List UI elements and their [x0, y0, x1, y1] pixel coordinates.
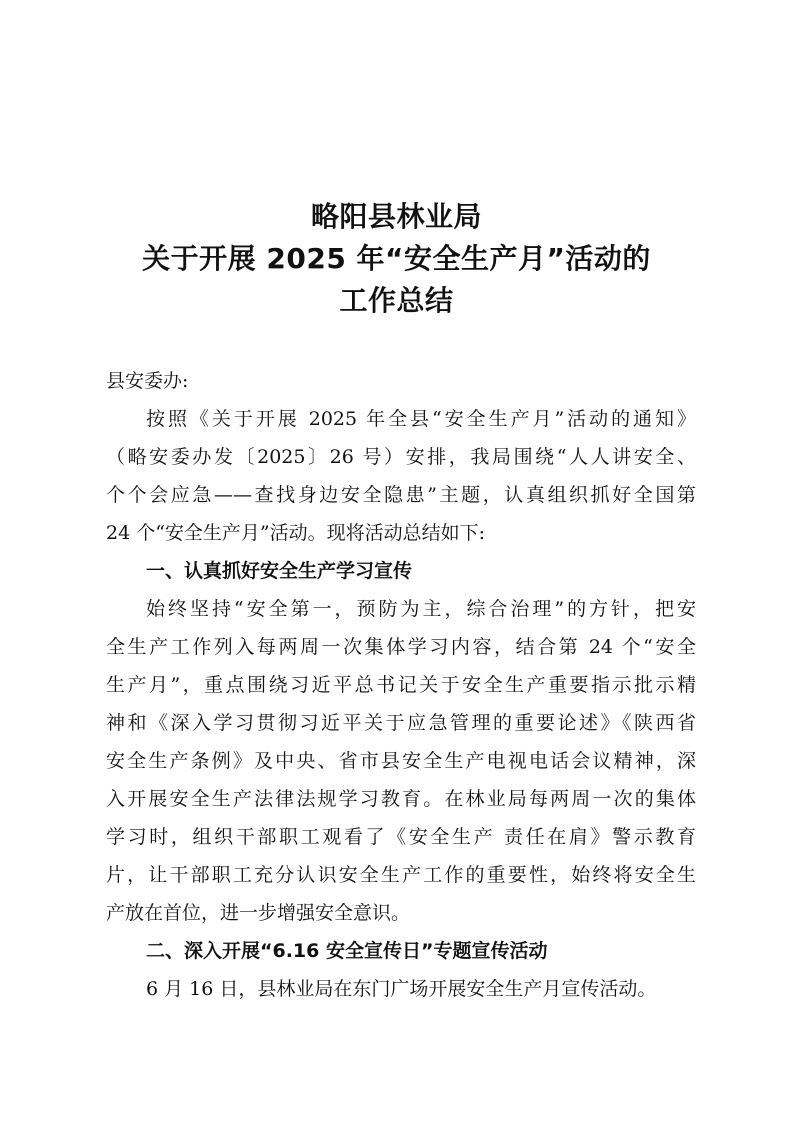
section-1-paragraph-line: 安全生产条例》及中央、省市县安全生产电视电话会议精神，深: [106, 750, 696, 772]
salutation: 县安委办:: [106, 370, 189, 392]
intro-paragraph-line: （略安委办发〔2025〕26 号）安排，我局围绕“人人讲安全、: [106, 446, 696, 468]
section-1-paragraph-line: 片，让干部职工充分认识安全生产工作的重要性，始终将安全生: [106, 864, 696, 886]
section-1-paragraph-line: 神和《深入学习贯彻习近平关于应急管理的重要论述》《陕西省: [106, 712, 696, 734]
title-line-subject: 关于开展 2025 年“安全生产月”活动的: [142, 242, 651, 275]
section-1-paragraph-line: 全生产工作列入每两周一次集体学习内容，结合第 24 个“安全: [106, 636, 696, 658]
section-1-paragraph-line: 生产月”，重点围绕习近平总书记关于安全生产重要指示批示精: [106, 674, 696, 696]
section-2-paragraph-line: 6 月 16 日，县林业局在东门广场开展安全生产月宣传活动。: [146, 978, 657, 1000]
title-line-type: 工作总结: [339, 284, 454, 317]
section-heading-2: 二、深入开展“6.16 安全宣传日”专题宣传活动: [146, 940, 548, 962]
intro-paragraph-line: 24 个“安全生产月”活动。现将活动总结如下:: [106, 522, 486, 544]
section-1-paragraph-line: 产放在首位，进一步增强安全意识。: [106, 902, 411, 924]
intro-paragraph-line: 按照《关于开展 2025 年全县“安全生产月”活动的通知》: [146, 408, 696, 430]
document-title: [0, 196, 793, 322]
intro-paragraph-line: 个个会应急——查找身边安全隐患”主题，认真组织抓好全国第: [106, 484, 696, 506]
section-1-paragraph-line: 入开展安全生产法律法规学习教育。在林业局每两周一次的集体: [106, 788, 696, 810]
section-1-paragraph-line: 始终坚持“安全第一，预防为主，综合治理”的方针，把安: [146, 598, 696, 620]
section-1-paragraph-line: 学习时，组织干部职工观看了《安全生产 责任在肩》警示教育: [106, 826, 696, 848]
document-body: [106, 362, 696, 1008]
title-line-issuer: 略阳县林业局: [310, 200, 482, 233]
section-heading-1: 一、认真抓好安全生产学习宣传: [146, 560, 413, 582]
